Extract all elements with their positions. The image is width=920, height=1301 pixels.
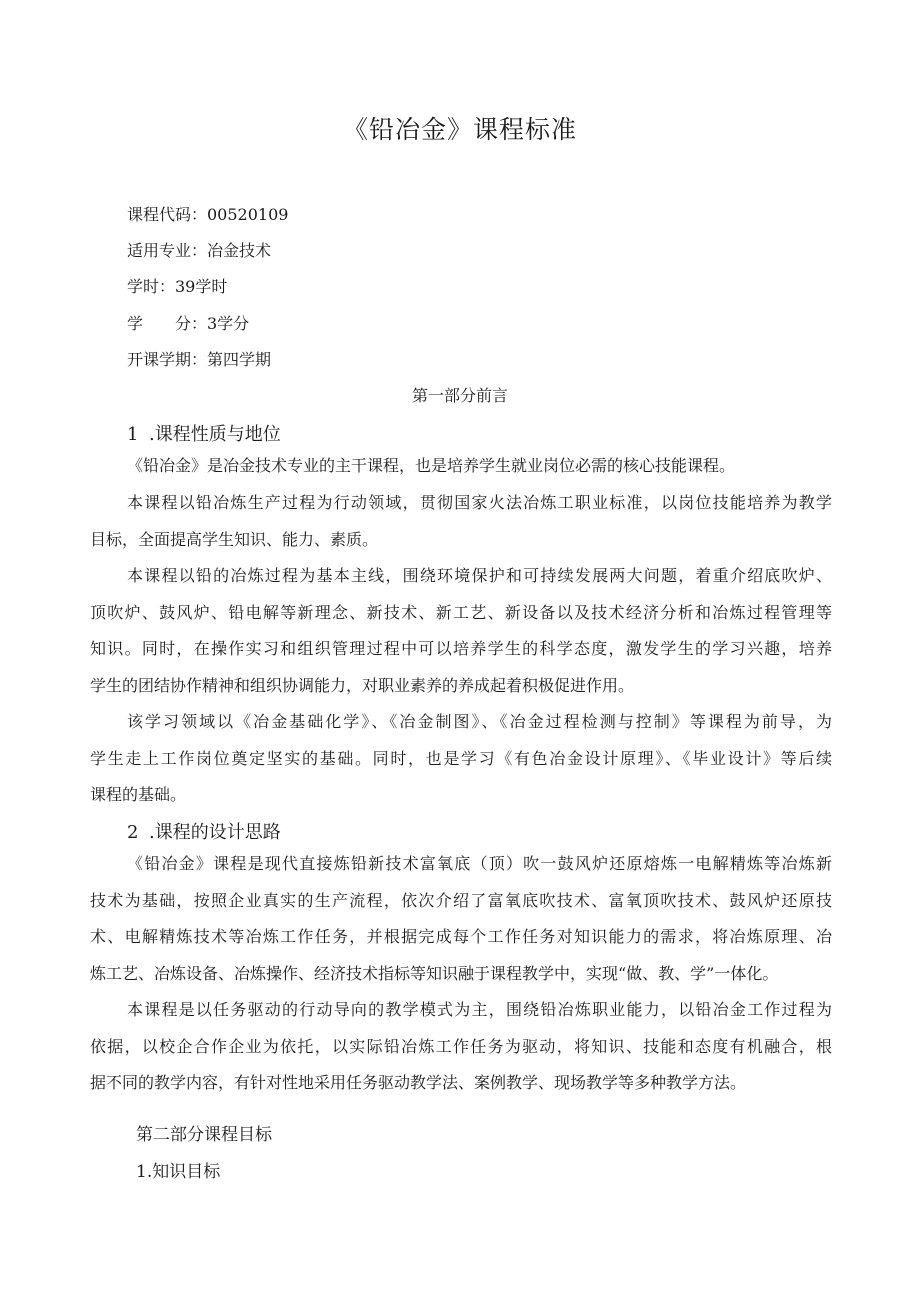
section2-heading [127, 818, 281, 844]
section2-paragraph-1 [90, 846, 832, 992]
document-title: 《铅冶金》课程标准 [342, 115, 577, 144]
paragraph-line: 本课程以铅的冶炼过程为基本主线，围绕环境保护和可持续发展两大问题，着重介绍底吹炉、 [127, 566, 832, 585]
section1-number: 1 [127, 424, 139, 445]
course-code: 课程代码：00520109 [127, 205, 289, 224]
section1-paragraph-1 [90, 448, 832, 485]
paragraph-line: 技术为基础，按照企业真实的生产流程，依次介绍了富氧底吹技术、富氧顶吹技术、鼓风炉还原技 [90, 890, 832, 910]
paragraph-line: 目标，全面提高学生知识、能力、素质。 [90, 529, 379, 549]
paragraph-line: 据不同的教学内容，有针对性地采用任务驱动教学法、案例教学、现场教学等多种教学方法。 [90, 1073, 747, 1092]
part2-heading: 第二部分课程目标 [136, 1125, 272, 1145]
paragraph-line: 课程的基础。 [90, 785, 187, 804]
part1-heading: 第一部分前言 [411, 386, 508, 405]
paragraph-line: 本课程以铅冶炼生产过程为行动领域，贯彻国家火法冶炼工职业标准，以岗位技能培养为教学 [127, 493, 832, 512]
paragraph-line: 依据，以校企合作企业为依托，以实际铅冶炼工作任务为驱动，将知识、技能和态度有机融合，根 [90, 1036, 832, 1056]
section2-number: 2 [127, 822, 139, 843]
section1-title: .课程性质与地位 [149, 424, 281, 445]
paragraph-line: 该学习领域以《冶金基础化学》、《冶金制图》、《冶金过程检测与控制》等课程为前导，为 [127, 712, 832, 731]
knowledge-goals-heading: 1.知识目标 [136, 1162, 221, 1182]
credits-label: 学 分： [127, 314, 208, 333]
paragraph-line: 顶吹炉、鼓风炉、铅电解等新理念、新技术、新工艺、新设备以及技术经济分析和冶炼过程管理等 [90, 602, 832, 622]
semester: 开课学期：第四学期 [127, 350, 272, 369]
paragraph-line: 本课程是以任务驱动的行动导向的教学模式为主，围绕铅冶炼职业能力，以铅冶金工作过程为 [127, 1000, 832, 1019]
applicable-major: 适用专业：冶金技术 [127, 241, 272, 260]
credits [127, 314, 249, 334]
section1-paragraph-3 [90, 558, 832, 704]
paragraph-line: 学生的团结协作精神和组织协调能力，对职业素养的养成起着积极促进作用。 [90, 675, 635, 695]
paragraph-line: 《铅冶金》课程是现代直接炼铅新技术富氧底（顶）吹一鼓风炉还原熔炼一电解精炼等冶炼新 [127, 854, 832, 873]
paragraph-line: 知识。同时，在操作实习和组织管理过程中可以培养学生的科学态度，激发学生的学习兴趣，培养 [90, 639, 832, 658]
class-hours: 学时：39学时 [127, 277, 228, 296]
paragraph-line: 术、电解精炼技术等冶炼工作任务，并根据完成每个工作任务对知识能力的需求，将冶炼原理、冶 [90, 927, 832, 946]
paragraph-line: 学生走上工作岗位奠定坚实的基础。同时，也是学习《有色冶金设计原理》、《毕业设计》等后续 [90, 748, 832, 768]
credits-value: 3学分 [207, 314, 250, 333]
section2-title: .课程的设计思路 [149, 822, 281, 843]
section1-heading [127, 420, 281, 446]
paragraph-line: 炼工艺、冶炼设备、冶炼操作、经济技术指标等知识融于课程教学中，实现“做、教、学”一体化。 [90, 963, 779, 983]
section2-paragraph-2 [90, 992, 832, 1102]
section1-paragraph-4 [90, 704, 832, 814]
section1-paragraph-2 [90, 485, 832, 558]
paragraph-line: 《铅冶金》是冶金技术专业的主干课程，也是培养学生就业岗位必需的核心技能课程。 [127, 456, 736, 475]
